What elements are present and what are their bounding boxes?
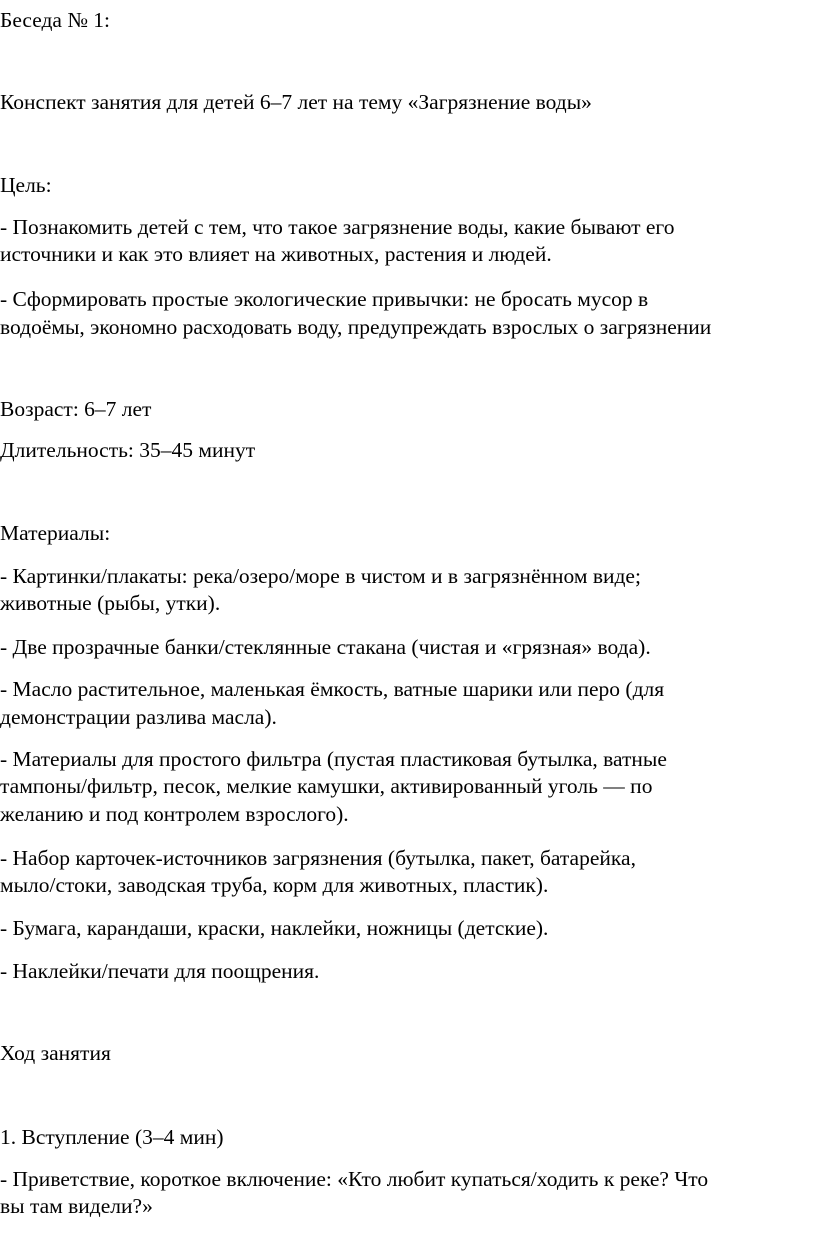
material-4-line-2: тампоны/фильтр, песок, мелкие камушки, активированный уголь — по bbox=[0, 774, 653, 798]
duration-text: Длительность: 35–45 минут bbox=[0, 438, 256, 462]
goal-1-line-1: - Познакомить детей с тем, что такое загрязнение воды, какие бывают его bbox=[0, 215, 675, 239]
material-6-line-1: - Бумага, карандаши, краски, наклейки, ножницы (детские). bbox=[0, 916, 549, 940]
document-heading: Беседа № 1: bbox=[0, 8, 110, 32]
goal-1-line-2: источники и как это влияет на животных, растения и людей. bbox=[0, 242, 552, 266]
goal-label: Цель: bbox=[0, 173, 52, 197]
material-2-line-1: - Две прозрачные банки/стеклянные стакана (чистая и «грязная» вода). bbox=[0, 635, 651, 659]
age-text: Возраст: 6–7 лет bbox=[0, 397, 152, 421]
material-7-line-1: - Наклейки/печати для поощрения. bbox=[0, 959, 320, 983]
material-1-line-1: - Картинки/плакаты: река/озеро/море в чистом и в загрязнённом виде; bbox=[0, 564, 641, 588]
material-3-line-1: - Масло растительное, маленькая ёмкость, ватные шарики или перо (для bbox=[0, 677, 665, 701]
goal-2-line-2: водоёмы, экономно расходовать воду, предупреждать взрослых о загрязнении bbox=[0, 315, 712, 339]
goal-2-line-1: - Сформировать простые экологические привычки: не бросать мусор в bbox=[0, 287, 649, 311]
material-1-line-2: животные (рыбы, утки). bbox=[0, 591, 221, 615]
materials-label: Материалы: bbox=[0, 521, 111, 545]
material-5-line-2: мыло/стоки, заводская труба, корм для животных, пластик). bbox=[0, 873, 549, 897]
step-1-title: 1. Вступление (3–4 мин) bbox=[0, 1125, 224, 1149]
material-3-line-2: демонстрации разлива масла). bbox=[0, 705, 277, 729]
process-label: Ход занятия bbox=[0, 1041, 111, 1065]
document-title: Конспект занятия для детей 6–7 лет на тему «Загрязнение воды» bbox=[0, 90, 592, 114]
material-4-line-1: - Материалы для простого фильтра (пустая пластиковая бутылка, ватные bbox=[0, 747, 667, 771]
step-1-text-line-1: - Приветствие, короткое включение: «Кто любит купаться/ходить к реке? Что bbox=[0, 1167, 709, 1191]
material-5-line-1: - Набор карточек-источников загрязнения (бутылка, пакет, батарейка, bbox=[0, 846, 636, 870]
material-4-line-3: желанию и под контролем взрослого). bbox=[0, 802, 349, 826]
step-1-text-line-2: вы там видели?» bbox=[0, 1194, 153, 1218]
